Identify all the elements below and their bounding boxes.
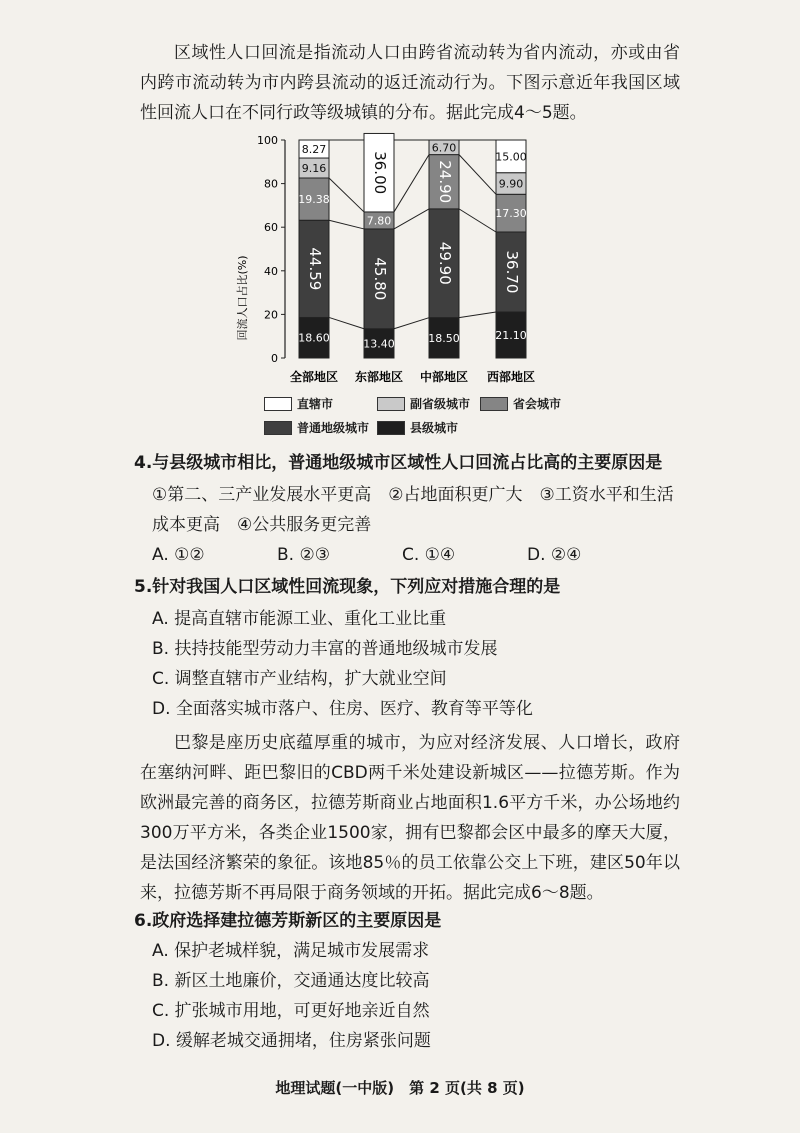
bar-data-label: 9.90 [498,177,524,191]
x-axis-labels [290,369,535,384]
bar-data-label: 15.00 [495,150,527,164]
question-5-choice-b[interactable]: B. 扶持技能型劳动力丰富的普通地级城市发展 [152,639,498,659]
bar-data-label: 24.90 [436,160,454,204]
question-4-choices [152,540,652,570]
question-5-choice-a[interactable]: A. 提高直辖市能源工业、重化工业比重 [152,609,447,629]
question-6-choice-b[interactable]: B. 新区土地廉价，交通通达度比较高 [152,971,430,991]
legend-swatch [377,397,405,411]
y-tick-label: 60 [264,221,278,235]
legend-item-putongdiji [264,419,369,436]
legend-item-fushengji [377,395,470,412]
bar-data-label: 7.80 [366,214,392,228]
choice-a[interactable]: A. ①② [152,545,205,565]
connector-line [459,312,496,318]
connector-line [329,220,364,229]
question-6-choice-a[interactable]: A. 保护老城样貌，满足城市发展需求 [152,941,430,961]
connector-lines [329,140,496,329]
bar-data-label: 19.38 [298,193,330,207]
connector-line [459,155,496,195]
bar-data-label: 17.30 [495,207,527,221]
y-tick-label: 40 [264,264,278,278]
legend-label: 普通地级城市 [297,421,370,435]
bar-data-label: 6.70 [431,141,457,155]
connector-line [459,209,496,232]
y-axis [257,134,285,365]
legend-swatch [264,397,292,411]
x-category-label: 全部地区 [289,370,339,384]
bar-data-label: 9.16 [301,162,327,176]
bar-data-label: 8.27 [301,143,327,157]
x-category-label: 西部地区 [486,370,536,384]
legend-swatch [377,421,405,435]
bar-data-label: 18.50 [428,331,460,345]
legend-item-shenghui [480,395,561,412]
legend-label: 省会城市 [513,397,562,411]
page-footer: 地理试题(一中版) 第 2 页(共 8 页) [275,1079,525,1097]
bars [298,133,527,358]
choice-d[interactable]: D. ②④ [527,545,582,565]
bar-data-label: 18.60 [298,331,330,345]
question-5-choice-c[interactable]: C. 调整直辖市产业结构，扩大就业空间 [152,669,447,689]
y-tick-label: 0 [271,352,278,365]
connector-line [329,178,364,212]
chart-legend [262,391,582,439]
connector-line [329,317,364,328]
question-4-statements-line1: ①第二、三产业发展水平更高 ②占地面积更广大 ③工资水平和生活 [152,485,674,505]
question-6-choice-d[interactable]: D. 缓解老城交通拥堵，住房紧张问题 [152,1031,431,1051]
bar-data-label: 36.70 [503,250,521,294]
legend-label: 县级城市 [410,421,459,435]
y-tick-label: 20 [264,308,278,322]
intro-paragraph-2: 巴黎是座历史底蕴厚重的城市，为应对经济发展、人口增长，政府在塞纳河畔、距巴黎旧的CBD两千米处建设新城区——拉德芳斯。作为欧洲最完善的商务区，拉德芳斯商业占地面积1.6平方千米，办公场地约300万平方米，各类企业1500家，拥有巴黎都会区中最多的摩天大厦，是法国经济繁荣的象征。该地85％的员工依靠公交上下班，建区50年以来，拉德芳斯不再局限于商务领域的开拓。据此完成6～8题。 [140,733,680,903]
choice-c[interactable]: C. ①④ [402,545,456,565]
bar-data-label: 49.90 [436,241,454,285]
x-category-label: 东部地区 [354,370,404,384]
question-6-stem: 6.政府选择建拉德芳斯新区的主要原因是 [134,911,442,931]
legend-swatch [264,421,292,435]
question-4-statements-line2: 成本更高 ④公共服务更完善 [152,515,372,535]
y-axis-label: 回流人口占比(%) [236,255,249,341]
y-tick-label: 80 [264,177,278,191]
connector-line [394,318,429,329]
bar-data-label: 45.80 [371,257,389,301]
x-category-label: 中部地区 [419,370,469,384]
choice-b[interactable]: B. ②③ [277,545,330,565]
legend-item-xianji [377,419,458,436]
legend-label: 副省级城市 [410,397,471,411]
bar-data-label: 36.00 [371,151,389,195]
legend-label: 直辖市 [297,397,334,411]
question-6-choice-c[interactable]: C. 扩张城市用地，可更好地亲近自然 [152,1001,430,1021]
intro-paragraph-1: 区域性人口回流是指流动人口由跨省流动转为省内流动，亦或由省内跨市流动转为市内跨县流动的返迁流动行为。下图示意近年我国区域性回流人口在不同行政等级城镇的分布。据此完成4～5题。 [140,43,680,123]
legend-swatch [480,397,508,411]
bar-data-label: 13.40 [363,337,395,351]
question-5-stem: 5.针对我国人口区域性回流现象，下列应对措施合理的是 [134,577,561,597]
question-5-choice-d[interactable]: D. 全面落实城市落户、住房、医疗、教育等平等化 [152,699,533,719]
question-4-stem: 4.与县级城市相比，普通地级城市区域性人口回流占比高的主要原因是 [134,453,663,473]
connector-line [394,155,429,212]
bar-data-label: 44.59 [306,247,324,291]
bar-data-label: 21.10 [495,329,527,343]
connector-line [394,209,429,229]
legend-item-zhixiashi [264,395,333,412]
y-tick-label: 100 [257,134,278,147]
